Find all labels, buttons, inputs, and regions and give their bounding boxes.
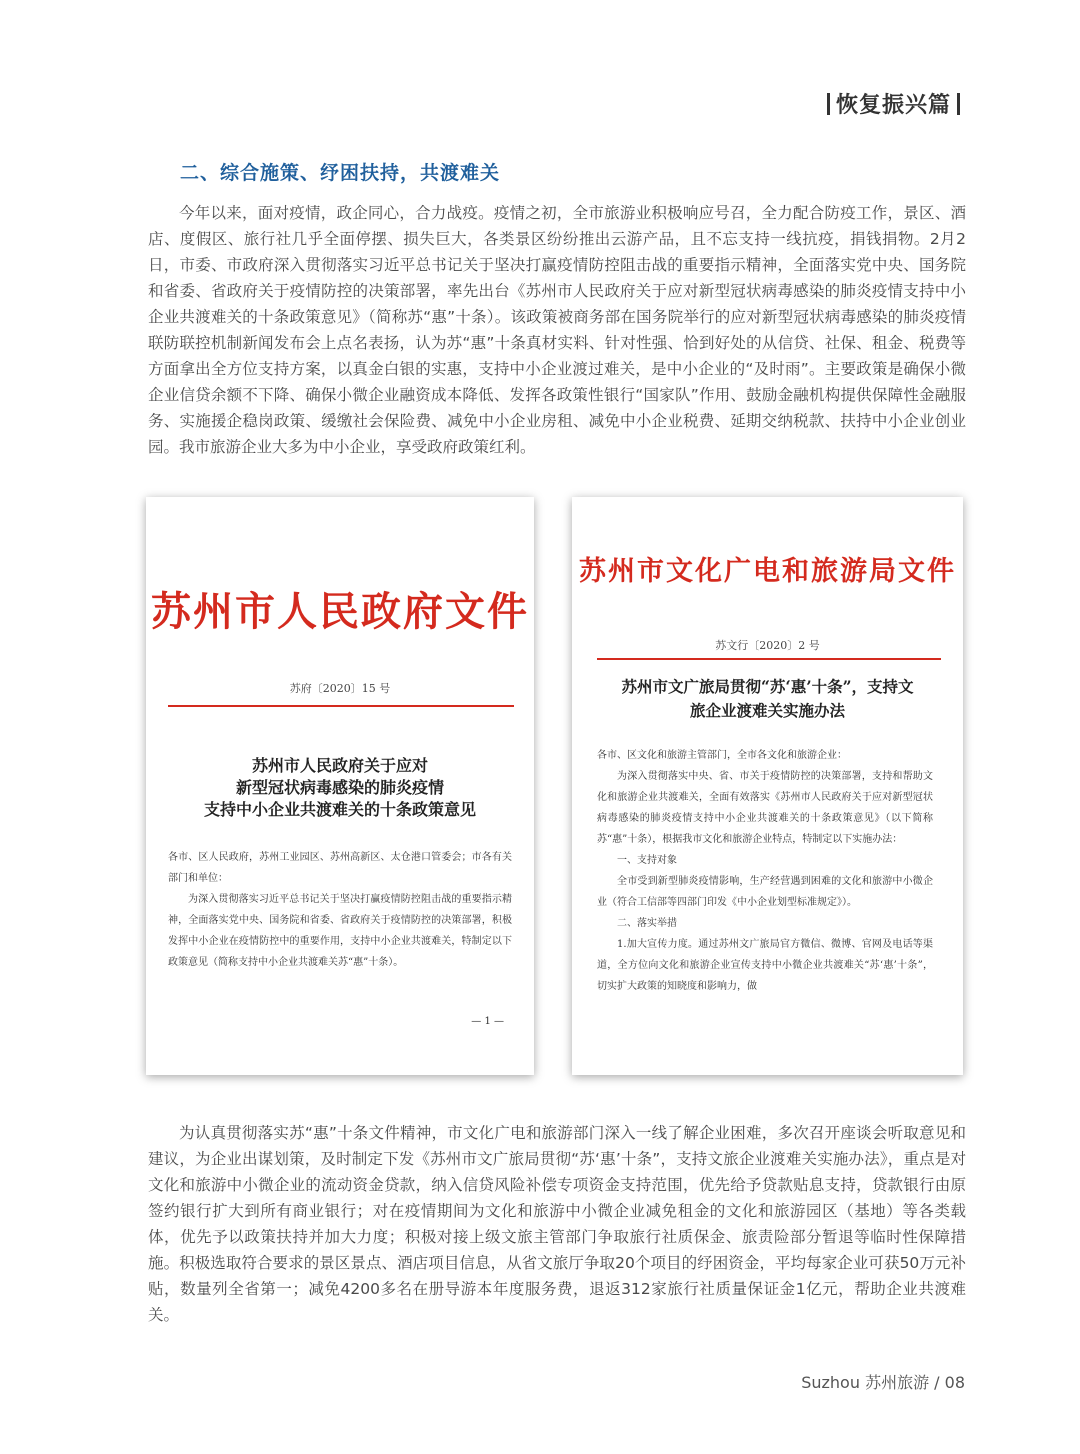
doc-left-subtitle-line: 支持中小企业共渡难关的十条政策意见 [203,800,476,819]
doc-right-item2-title: 二、落实举措 [617,918,677,929]
doc-right-item1-body: 全市受到新型肺炎疫情影响，生产经营遇到困难的文化和旅游中小微企业（符合工信部等四部门印发《中小企业划型标准规定》）。 [597,876,933,908]
doc-left-number: 苏府〔2020〕15 号 [289,682,391,695]
doc-right-subtitle-line: 苏州市文广旅局贯彻“苏‘惠’十条”，支持文 [621,677,914,696]
doc-right-subtitle [572,675,963,723]
doc-left-body [168,847,512,973]
tag-bar-right [957,93,960,115]
tag-bar-left [827,93,830,115]
doc-right-number: 苏文行〔2020〕2 号 [715,639,820,652]
doc-right-red-rule [597,658,941,660]
doc-left-subtitle-line: 新型冠状病毒感染的肺炎疫情 [235,778,444,797]
doc-left-recipients: 各市、区人民政府，苏州工业园区、苏州高新区、太仓港口管委会；市各有关部门和单位： [168,852,512,884]
document-image-left [146,497,534,1075]
doc-right-item1-title: 一、支持对象 [617,855,677,866]
doc-right-text: 为深入贯彻落实中央、省、市关于疫情防控的决策部署，支持和帮助文化和旅游企业共渡难关，全面有效落实《苏州市人民政府关于应对新型冠状病毒感染的肺炎疫情支持中小企业共渡难关的十条政策意见》（以下简称苏“惠”十条），根据我市文化和旅游企业特点，特制定以下实施办法： [597,771,933,845]
section-tag [821,88,966,119]
doc-right-subtitle-line: 旅企业渡难关实施办法 [689,701,845,720]
doc-right-recipients: 各市、区文化和旅游主管部门，全市各文化和旅游企业： [597,750,847,761]
doc-left-title: 苏州市人民政府文件 [151,588,529,635]
doc-left-red-rule [168,705,514,707]
section-heading: 二、综合施策、纾困扶持，共渡难关 [180,162,501,184]
document-image-right [572,497,963,1075]
paragraph-1: 今年以来，面对疫情，政企同心，合力战疫。疫情之初，全市旅游业积极响应号召，全力配合防疫工作，景区、酒店、度假区、旅行社几乎全面停摆、损失巨大，各类景区纷纷推出云游产品，且不忘支持一线抗疫，捐钱捐物。2月2日，市委、市政府深入贯彻落实习近平总书记关于坚决打赢疫情防控阻击战的重要指示精神，全面落实党中央、国务院和省委、省政府关于疫情防控的决策部署，率先出台《苏州市人民政府关于应对新型冠状病毒感染的肺炎疫情支持中小企业共渡难关的十条政策意见》（简称苏“惠”十条）。该政策被商务部在国务院举行的应对新型冠状病毒感染的肺炎疫情联防联控机制新闻发布会上点名表扬，认为苏“惠”十条真材实料、针对性强、恰到好处的从信贷、社保、租金、税费等方面拿出全方位支持方案，以真金白银的实惠，支持中小企业渡过难关，是中小企业的“及时雨”。主要政策是确保小微企业信贷余额不下降、确保小微企业融资成本降低、发挥各政策性银行“国家队”作用、鼓励金融机构提供保障性金融服务、实施援企稳岗政策、缓缴社会保险费、减免中小企业房租、减免中小企业税费、延期交纳税款、扶持中小企业创业园。我市旅游企业大多为中小企业，享受政府政策红利。 [148,204,966,456]
doc-right-item2-body: 1.加大宣传力度。通过苏州文广旅局官方微信、微博、官网及电话等渠道，全方位向文化和旅游企业宣传支持中小微企业共渡难关“苏‘惠’十条”，切实扩大政策的知晓度和影响力，做 [597,939,933,992]
page-footer: Suzhou 苏州旅游 / 08 [801,1373,965,1392]
doc-left-text: 为深入贯彻落实习近平总书记关于坚决打赢疫情防控阻击战的重要指示精神，全面落实党中央、国务院和省委、省政府关于疫情防控的决策部署，积极发挥中小企业在疫情防控中的重要作用，支持中小企业共渡难关，特制定以下政策意见（简称支持中小企业共渡难关苏“惠”十条）。 [168,894,512,968]
paragraph-2: 为认真贯彻落实苏“惠”十条文件精神，市文化广电和旅游部门深入一线了解企业困难，多次召开座谈会听取意见和建议，为企业出谋划策，及时制定下发《苏州市文广旅局贯彻“苏‘惠’十条”，支持文旅企业渡难关实施办法》，重点是对文化和旅游中小微企业的流动资金贷款，纳入信贷风险补偿专项资金支持范围，优先给予贷款贴息支持，贷款银行由原签约银行扩大到所有商业银行；对在疫情期间为文化和旅游中小微企业减免租金的文化和旅游园区（基地）等各类载体，优先予以政策扶持并加大力度；积极对接上级文旅主管部门争取旅行社质保金、旅责险部分暂退等临时性保障措施。积极选取符合要求的景区景点、酒店项目信息，从省文旅厅争取20个项目的纾困资金，平均每家企业可获50万元补贴，数量列全省第一；减免4200多名在册导游本年度服务费，退返312家旅行社质量保证金1亿元，帮助企业共渡难关。 [148,1124,966,1324]
doc-right-title: 苏州市文化广电和旅游局文件 [579,556,956,587]
doc-left-subtitle-line: 苏州市人民政府关于应对 [251,756,428,775]
doc-left-page-mark: — 1 — [471,1016,504,1027]
doc-left-subtitle [146,755,534,821]
section-tag-label: 恢复振兴篇 [835,93,951,118]
doc-right-body [597,745,933,997]
